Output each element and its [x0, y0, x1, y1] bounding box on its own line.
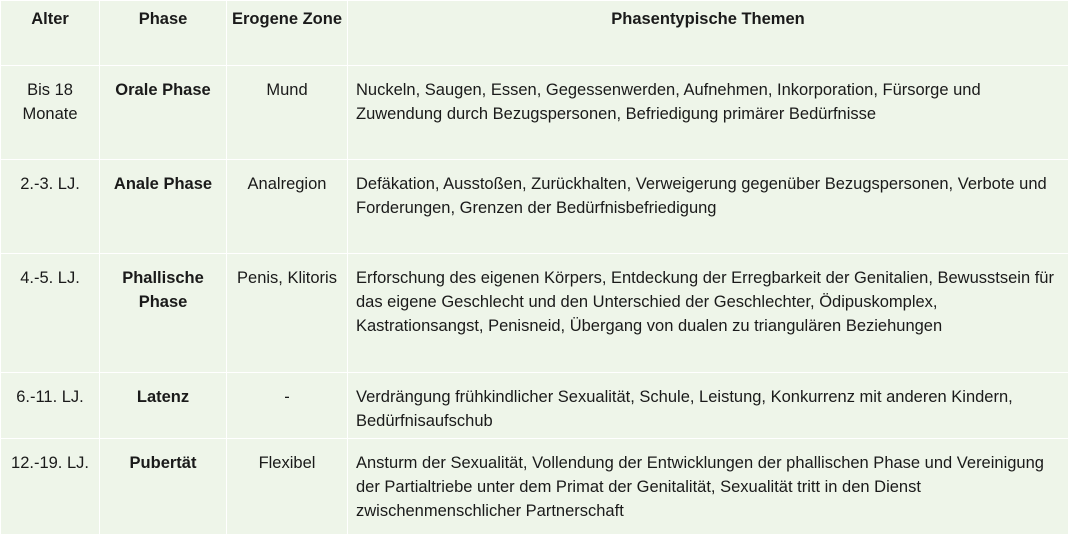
- table-row: [1, 254, 1068, 373]
- cell-erogene-zone: Mund: [227, 66, 348, 160]
- header-phase: Phase: [100, 1, 227, 66]
- cell-themes: Verdrängung frühkindlicher Sexualität, Schule, Leistung, Konkurrenz mit anderen Kindern, Bedürfnisaufschub: [348, 373, 1068, 439]
- header-erogene-zone: Erogene Zone: [227, 1, 348, 66]
- header-alter: Alter: [1, 1, 100, 66]
- table-header-row: [1, 1, 1068, 66]
- cell-alter: 2.-3. LJ.: [1, 160, 100, 254]
- table-row: [1, 439, 1068, 535]
- cell-phase: Orale Phase: [100, 66, 227, 160]
- cell-themes: Defäkation, Ausstoßen, Zurückhalten, Verweigerung gegenüber Bezugspersonen, Verbote und Forderungen, Grenzen der Bedürfnisbefriedigung: [348, 160, 1068, 254]
- cell-phase: Phallische Phase: [100, 254, 227, 373]
- header-phasentypische-themen: Phasentypische Themen: [348, 1, 1068, 66]
- cell-themes: Erforschung des eigenen Körpers, Entdeckung der Erregbarkeit der Genitalien, Bewusstsein für das eigene Geschlecht und den Unterschied der Geschlechter, Ödipuskomplex, Kastrationsangst, Penisneid, Übergang von dualen zu triangulären Beziehungen: [348, 254, 1068, 373]
- cell-erogene-zone: Analregion: [227, 160, 348, 254]
- cell-phase: Anale Phase: [100, 160, 227, 254]
- cell-phase: Pubertät: [100, 439, 227, 535]
- table-row: [1, 160, 1068, 254]
- cell-themes: Nuckeln, Saugen, Essen, Gegessenwerden, Aufnehmen, Inkorporation, Fürsorge und Zuwendung durch Bezugspersonen, Befriedigung primärer Bedürfnisse: [348, 66, 1068, 160]
- table-row: [1, 373, 1068, 439]
- cell-alter: 6.-11. LJ.: [1, 373, 100, 439]
- cell-erogene-zone: Flexibel: [227, 439, 348, 535]
- cell-alter: Bis 18 Monate: [1, 66, 100, 160]
- cell-alter: 4.-5. LJ.: [1, 254, 100, 373]
- cell-erogene-zone: Penis, Klitoris: [227, 254, 348, 373]
- cell-themes: Ansturm der Sexualität, Vollendung der Entwicklungen der phallischen Phase und Vereinigung der Partialtriebe unter dem Primat der Genitalität, Sexualität tritt in den Dienst zwischenmenschlicher Partnerschaft: [348, 439, 1068, 535]
- cell-phase: Latenz: [100, 373, 227, 439]
- cell-erogene-zone: -: [227, 373, 348, 439]
- cell-alter: 12.-19. LJ.: [1, 439, 100, 535]
- table-row: [1, 66, 1068, 160]
